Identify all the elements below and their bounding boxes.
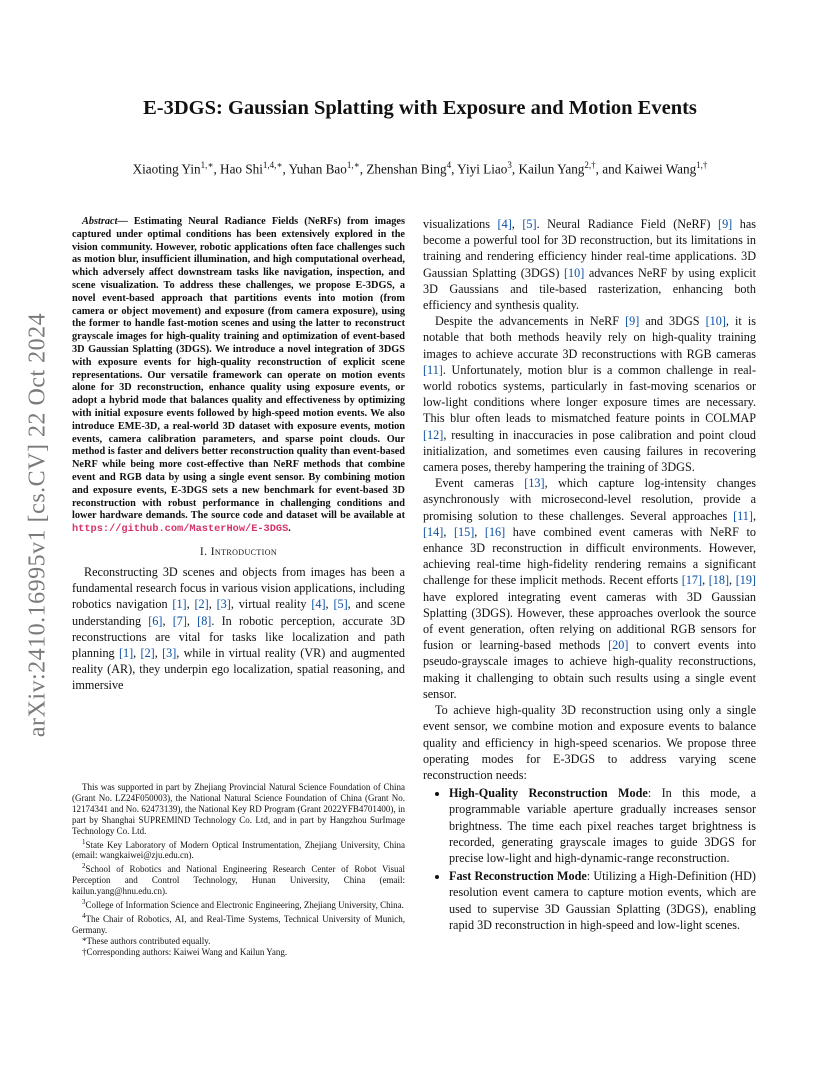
- intro-paragraph-2: Despite the advancements in NeRF [9] and 3DGS [10], it is notable that both methods heavily rely on high-quality training images to achieve accurate 3D reconstructions with RGB cameras [11]. Unfortunately, motion blur is a common challenge in real-world robotics systems, particularly in fast-moving scenarios or low-light conditions where longer exposure times are necessary. This blur often leads to mismatched feature points in COLMAP [12], resulting in inaccuracies in pose calibration and point cloud initialization, and sometimes even causing failures in recovering camera poses, thereby hampering the training of 3DGS.: [423, 314, 756, 475]
- author-list: Xiaoting Yin$^{1,∗}$, Hao Shi$^{1,4,∗}$, Yuhan Bao$^{1,∗}$, Zhenshan Bing$^4$, Yiyi Liao$^3$, Kailun Yang$^{2,\dagger}$, and Kaiwei Wang$^{1,\dagger}$: [132, 160, 708, 177]
- citation-link[interactable]: [1]: [172, 597, 187, 612]
- citation-link[interactable]: [17]: [681, 573, 703, 588]
- citation-link[interactable]: [16]: [484, 524, 506, 539]
- intro-paragraph-1: Reconstructing 3D scenes and objects from images has been a fundamental research focus in various vision applications, including robotics navigation [1], [2], [3], virtual reality [4], [5], and scene understanding [6], [7], [8]. In robotic perception, accurate 3D reconstructions are vital for tasks like localization and path planning [1], [2], [3], while in virtual reality (VR) and augmented reality (AR), they underpin ego localization, spatial reasoning, and immersive: [72, 564, 406, 693]
- list-item: • Fast Reconstruction Mode: Utilizing a High-Definition (HD) resolution event camera to capture motion events, which are used to supervise 3D Gaussian Splatting (3DGS), enabling rapid 3D reconstruction in high-speed and low-light scenes.: [449, 868, 756, 933]
- section-heading-introduction: I. Introduction: [199, 545, 278, 558]
- affiliation-note-4: $^4$The Chair of Robotics, AI, and Real-Time Systems, Technical University of Munich, Germany.: [72, 911, 405, 935]
- equal-contribution-note: *These authors contributed equally.: [82, 935, 211, 946]
- citation-link[interactable]: [8]: [197, 613, 212, 628]
- citation-link[interactable]: [2]: [194, 597, 209, 612]
- mode-name: High-Quality Reconstruction Mode: [449, 786, 648, 801]
- citation-link[interactable]: [19]: [735, 573, 756, 588]
- corresponding-author-note: †Corresponding authors: Kaiwei Wang and Kailun Yang.: [82, 946, 288, 957]
- citation-link[interactable]: [12]: [423, 427, 444, 442]
- citation-link[interactable]: [9]: [625, 314, 640, 329]
- affiliation-note-3: $^3$College of Information Science and Electronic Engineering, Zhejiang University, China.: [82, 898, 404, 911]
- citation-link[interactable]: [11]: [733, 508, 753, 523]
- affiliation-note-1: $^1$State Key Laboratory of Modern Optical Instrumentation, Zhejiang University, China (email: wangkaiwei@zju.edu.cn).: [72, 837, 405, 861]
- left-column: [72, 216, 405, 694]
- citation-link[interactable]: [3]: [162, 645, 177, 660]
- citation-link[interactable]: [4]: [311, 597, 326, 612]
- citation-link[interactable]: [11]: [423, 362, 443, 377]
- mode-name: Fast Reconstruction Mode: [449, 869, 587, 884]
- citation-link[interactable]: [5]: [522, 217, 537, 231]
- citation-link[interactable]: [13]: [524, 476, 545, 491]
- citation-link[interactable]: [9]: [718, 217, 733, 231]
- citation-link[interactable]: [14]: [423, 524, 444, 539]
- citation-link[interactable]: [10]: [705, 314, 726, 329]
- source-code-link[interactable]: https://github.com/MasterHow/E-3DGS: [72, 523, 289, 536]
- citation-link[interactable]: [18]: [708, 573, 730, 588]
- arxiv-stamp: [26, 290, 50, 760]
- citation-link[interactable]: [3]: [216, 597, 231, 612]
- paper-title: E-3DGS: Gaussian Splatting with Exposure and Motion Events: [143, 97, 697, 119]
- citation-link[interactable]: [4]: [497, 217, 512, 231]
- affiliation-note-2: $^2$School of Robotics and National Engineering Research Center of Robot Visual Perception and Control Technology, Hunan University, China (email: kailun.yang@hnu.edu.cn).: [72, 862, 405, 897]
- arxiv-stamp-text: arXiv:2410.16995v1 [cs.CV] 22 Oct 2024: [24, 312, 51, 738]
- abstract: Abstract— Estimating Neural Radiance Fields (NeRFs) from images captured under optimal conditions has been extensively explored in the vision community. However, robotic applications often face challenges such as motion blur, insufficient illumination, and high computational overhead, which adversely affect downstream tasks like navigation, inspection, and scene visualization. To address these challenges, we propose E-3DGS, a novel event-based approach that partitions events into motion (from camera or object movement) and exposure (from camera exposure), using the former to handle fast-motion scenes and using the latter to reconstruct grayscale images for high-quality training and optimization of event-based 3D Gaussian Splatting (3DGS). We introduce a novel integration of 3DGS with exposure events for high-quality reconstruction of explicit scene representations. Our versatile framework can operate on motion events alone for 3D reconstruction, enhance quality using exposure events, or adopt a hybrid mode that balances quality and effectiveness by optimizing with initial exposure events followed by high-speed motion events. We also introduce EME-3D, a real-world 3D dataset with exposure events, motion events, camera calibration parameters, and sparse point clouds. Our method is faster and delivers better reconstruction quality than event-based NeRF while being more cost-effective than NeRF methods that combine event and RGB data by using a single event sensor. By combining motion and exposure events, E-3DGS sets a new benchmark for event-based 3D reconstruction with robust performance in challenging conditions and lower hardware demands. The source code and dataset will be available at https://github.com/MasterHow/E-3DGS.: [72, 216, 406, 536]
- citation-link[interactable]: [6]: [148, 613, 163, 628]
- intro-paragraph-4: To achieve high-quality 3D reconstruction using only a single event sensor, we combine motion and exposure events to balance quality and efficiency in high-speed scenarios. We propose three operating modes for E-3DGS to address varying scene reconstruction needs:: [423, 703, 756, 782]
- list-item: • High-Quality Reconstruction Mode: In this mode, a programmable variable aperture gradually increases sensor brightness. The time each pixel reaches target brightness is recorded, generating grayscale images to guide 3DGS for precise low-light and high-dynamic-range reconstruction.: [449, 785, 756, 866]
- citation-link[interactable]: [1]: [118, 645, 134, 660]
- citation-link[interactable]: [10]: [563, 265, 585, 280]
- abstract-label: Abstract: [82, 216, 118, 227]
- intro-paragraph-3: Event cameras [13], which capture log-intensity changes asynchronously with microsecond-level resolution, provide a promising solution to these challenges. Several approaches [11], [14], [15], [16] have combined event cameras with NeRF to enhance 3D reconstruction in difficult environments. However, achieving real-time high-fidelity rendering remains a significant challenge for these implicit methods. Recent efforts [17], [18], [19] have explored integrating event cameras with 3D Gaussian Splatting (3DGS). However, these approaches overlook the source of event generation, often relying on additional RGB sensors for fusion or learning-based methods [20] to convert events into pseudo-grayscale images to achieve high-quality reconstructions, making it challenging to obtain such results using a single event sensor.: [423, 476, 756, 701]
- operating-modes-list: [423, 785, 756, 933]
- intro-paragraph-1-continued: visualizations [4], [5]. Neural Radiance Field (NeRF) [9] has become a powerful tool for 3D reconstruction, but its limitations in training and rendering efficiency hinder real-time applications. 3D Gaussian Splatting (3DGS) [10] advances NeRF by using explicit 3D Gaussians and tile-based rasterization, enhancing both efficiency and synthesis quality.: [423, 217, 757, 313]
- footnotes: [72, 782, 405, 958]
- right-column: [423, 216, 756, 935]
- citation-link[interactable]: [7]: [172, 613, 187, 628]
- citation-link[interactable]: [5]: [333, 597, 348, 612]
- citation-link[interactable]: [15]: [453, 524, 475, 539]
- funding-note: This was supported in part by Zhejiang Provincial Natural Science Foundation of China (Grant No. LZ24F050003), the National Natural Science Foundation of China (Grant No. 12174341 and No. 62473139), the National Key RD Program (Grant 2022YFB4701400), in part by Shanghai SUPREMIND Technology Co. Ltd, and in part by Hangzhou SurImage Technology Co. Ltd.: [72, 782, 405, 836]
- citation-link[interactable]: [20]: [608, 638, 629, 653]
- citation-link[interactable]: [2]: [140, 645, 155, 660]
